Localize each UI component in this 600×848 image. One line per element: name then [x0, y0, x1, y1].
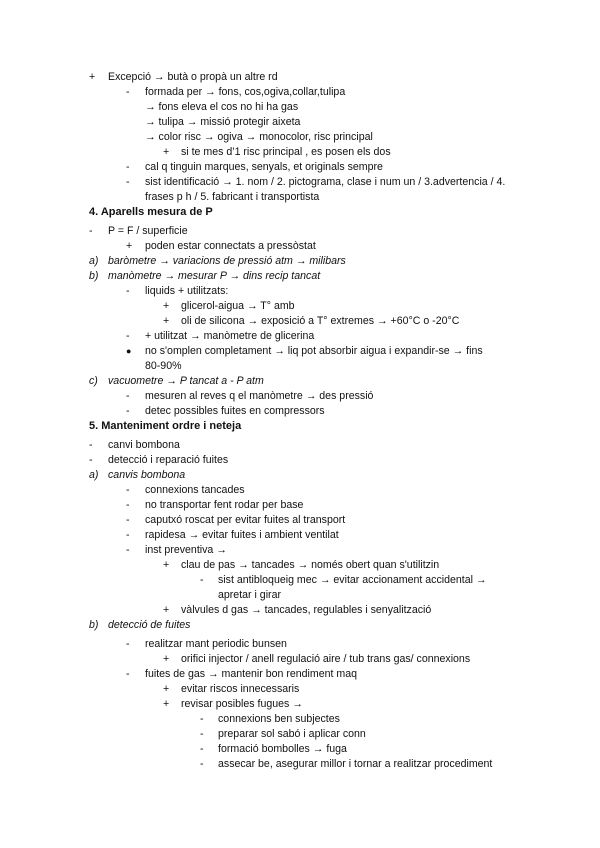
text-line: glicerol-aigua → T° amb — [181, 300, 295, 312]
dash-marker: - — [126, 161, 130, 173]
text-line: baròmetre → variacions de pressió atm → milibars — [108, 255, 346, 267]
text-line: sist antibloqueig mec → evitar accionament accidental → — [218, 574, 487, 586]
dash-marker: - — [126, 330, 130, 342]
text-line: canvi bombona — [108, 439, 180, 451]
text-line: sist identificació → 1. nom / 2. pictograma, clase i num un / 3.advertencia / 4. — [145, 176, 506, 188]
text-line: inst preventiva → — [145, 544, 227, 556]
text-line: clau de pas → tancades → només obert quan s'utilitzin — [181, 559, 440, 571]
text-line: → fons eleva el cos no hi ha gas — [145, 101, 299, 113]
text-line: evitar riscos innecessaris — [181, 683, 300, 695]
list-letter: a) — [89, 255, 99, 267]
text-line: no transportar fent rodar per base — [145, 499, 304, 511]
text-line: canvis bombona — [108, 469, 186, 481]
text-line: detecció i reparació fuites — [108, 454, 229, 466]
dash-marker: - — [200, 743, 204, 755]
text-line: detecció de fuites — [108, 619, 191, 631]
dash-marker: - — [126, 285, 130, 297]
dash-marker: - — [126, 668, 130, 680]
dash-marker: - — [89, 439, 93, 451]
text-line: oli de silicona → exposició a T° extremes → +60°C o -20°C — [181, 315, 460, 327]
plus-marker: + — [163, 698, 170, 710]
list-letter: b) — [89, 270, 99, 282]
dash-marker: - — [126, 514, 130, 526]
text-line: liquids + utilitzats: — [145, 285, 229, 297]
list-letter: b) — [89, 619, 99, 631]
dash-marker: - — [89, 454, 93, 466]
text-line: orifici injector / anell regulació aire / tub trans gas/ connexions — [181, 653, 471, 665]
text-line: → color risc → ogiva → monocolor, risc principal — [145, 131, 373, 143]
dash-marker: - — [200, 574, 204, 586]
text-line: caputxó roscat per evitar fuites al transport — [145, 514, 346, 526]
dash-marker: - — [200, 728, 204, 740]
plus-marker: + — [163, 604, 170, 616]
text-line: connexions ben subjectes — [218, 713, 340, 725]
section-heading: 4. Aparells mesura de P — [89, 206, 213, 218]
dash-marker: - — [126, 499, 130, 511]
text-line: Excepció → butà o propà un altre rd — [108, 71, 278, 83]
text-line: frases p h / 5. fabricant i transportista — [145, 191, 320, 203]
dash-marker: - — [126, 638, 130, 650]
text-line: manòmetre → mesurar P → dins recip tancat — [108, 270, 321, 282]
text-line: connexions tancades — [145, 484, 245, 496]
dash-marker: - — [126, 176, 130, 188]
text-line: no s'omplen completament → liq pot absorbir aigua i expandir-se → fins — [145, 345, 483, 357]
text-line: revisar posibles fugues → — [181, 698, 303, 710]
dash-marker: - — [89, 225, 93, 237]
plus-marker: + — [163, 315, 170, 327]
text-line: formada per → fons, cos,ogiva,collar,tulipa — [145, 86, 346, 98]
dash-marker: - — [126, 405, 130, 417]
text-line: mesuren al reves q el manòmetre → des pressió — [145, 390, 374, 402]
bullet-marker: ● — [126, 346, 132, 356]
text-line: rapidesa → evitar fuites i ambient ventilat — [145, 529, 339, 541]
text-line: 80-90% — [145, 360, 182, 372]
text-line: + utilitzat → manòmetre de glicerina — [145, 330, 315, 342]
dash-marker: - — [200, 758, 204, 770]
dash-marker: - — [126, 544, 130, 556]
text-line: si te mes d’1 risc principal , es posen els dos — [181, 146, 391, 158]
dash-marker: - — [126, 390, 130, 402]
plus-marker: + — [89, 71, 96, 83]
dash-marker: - — [126, 86, 130, 98]
plus-marker: + — [163, 559, 170, 571]
dash-marker: - — [126, 529, 130, 541]
text-line: formació bombolles → fuga — [218, 743, 347, 755]
text-line: fuites de gas → mantenir bon rendiment maq — [145, 668, 357, 680]
dash-marker: - — [126, 484, 130, 496]
dash-marker: - — [200, 713, 204, 725]
list-letter: a) — [89, 469, 99, 481]
plus-marker: + — [163, 146, 170, 158]
text-line: cal q tinguin marques, senyals, et originals sempre — [145, 161, 383, 173]
text-line: vàlvules d gas → tancades, regulables i senyalització — [181, 604, 432, 616]
plus-marker: + — [163, 683, 170, 695]
text-line: poden estar connectats a pressòstat — [145, 240, 316, 252]
text-line: vacuometre → P tancat a - P atm — [108, 375, 264, 387]
section-heading: 5. Manteniment ordre i neteja — [89, 420, 242, 432]
text-line: apretar i girar — [218, 589, 281, 601]
list-letter: c) — [89, 375, 98, 387]
text-line: preparar sol sabó i aplicar conn — [218, 728, 366, 740]
text-line: detec possibles fuites en compressors — [145, 405, 325, 417]
text-line: → tulipa → missió protegir aixeta — [145, 116, 301, 128]
plus-marker: + — [163, 653, 170, 665]
plus-marker: + — [126, 240, 133, 252]
plus-marker: + — [163, 300, 170, 312]
text-line: realitzar mant periodic bunsen — [145, 638, 287, 650]
text-line: assecar be, asegurar millor i tornar a realitzar procediment — [218, 758, 493, 770]
text-line: P = F / superficie — [108, 225, 188, 237]
